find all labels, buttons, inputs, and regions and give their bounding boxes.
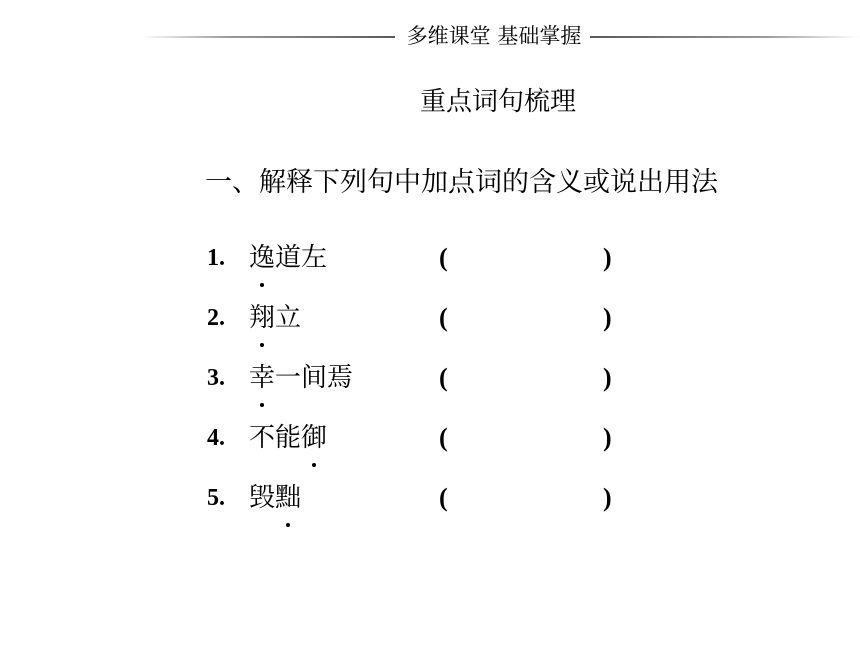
item-phrase	[249, 238, 327, 278]
phrase-character: 毁	[249, 483, 276, 513]
phrase-character: 不	[249, 423, 276, 453]
question-item	[207, 418, 627, 458]
item-number: 5.	[207, 485, 225, 511]
item-number: 4.	[207, 425, 225, 451]
answer-paren-open: (	[439, 483, 448, 512]
phrase-character: 一	[275, 363, 302, 393]
answer-paren-close: )	[603, 483, 612, 512]
answer-paren-close: )	[603, 423, 612, 452]
answer-paren-close: )	[603, 363, 612, 392]
item-number: 3.	[207, 365, 225, 391]
header-line-right	[590, 36, 860, 38]
emphasized-character: 黜	[275, 478, 301, 518]
instruction-heading: 一、解释下列句中加点词的含义或说出用法	[205, 167, 718, 198]
question-item	[207, 298, 627, 338]
question-item	[207, 358, 627, 398]
phrase-character: 能	[275, 423, 302, 453]
header-line-left	[140, 36, 395, 38]
item-phrase	[249, 418, 327, 458]
section-title: 重点词句梳理	[420, 87, 577, 117]
phrase-character: 立	[275, 303, 302, 333]
item-number: 2.	[207, 305, 225, 331]
answer-paren-open: (	[439, 363, 448, 392]
phrase-character: 左	[301, 243, 328, 273]
answer-paren-open: (	[439, 423, 448, 452]
item-phrase	[249, 298, 301, 338]
answer-paren-open: (	[439, 303, 448, 332]
question-item	[207, 238, 627, 278]
emphasized-character: 逸	[249, 238, 275, 278]
emphasized-character: 御	[301, 418, 327, 458]
header-title: 多维课堂 基础掌握	[406, 24, 582, 48]
answer-paren-open: (	[439, 243, 448, 272]
emphasized-character: 翔	[249, 298, 275, 338]
item-phrase	[249, 358, 353, 398]
item-phrase	[249, 478, 301, 518]
phrase-character: 焉	[327, 363, 354, 393]
item-number: 1.	[207, 245, 225, 271]
phrase-character: 间	[301, 363, 328, 393]
answer-paren-close: )	[603, 243, 612, 272]
phrase-character: 道	[275, 243, 302, 273]
answer-paren-close: )	[603, 303, 612, 332]
question-item	[207, 478, 627, 518]
emphasized-character: 幸	[249, 358, 275, 398]
